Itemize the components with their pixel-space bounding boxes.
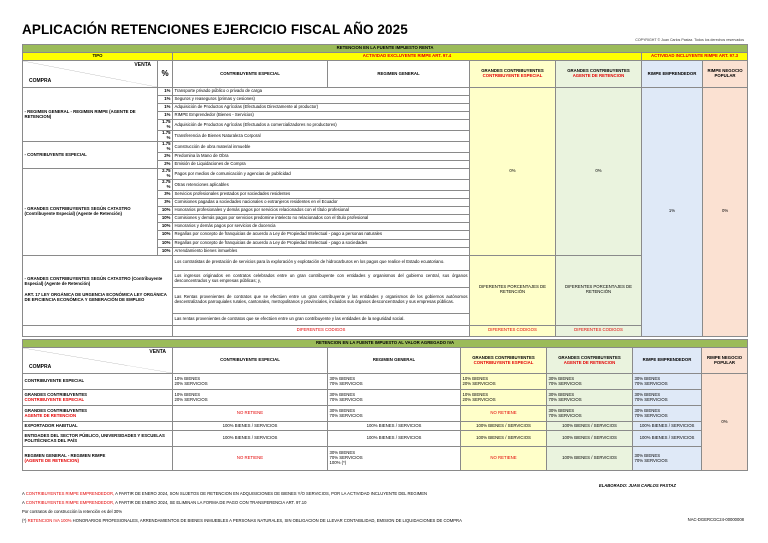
iva-cell-line: 30% BIENES <box>548 391 575 397</box>
renta-row-description: Transferencia de Bienes Naturaleza Corporal <box>173 131 470 142</box>
iva-cell-line: 20% SERVICIOS <box>174 396 208 402</box>
renta-row-description: Comisiones pagadas a sociedades nacionales o extranjeros residentes en el Ecuador <box>173 199 470 207</box>
incluyente-header: ACTIVIDAD INCLUYENTE RIMPE ART. 97.3 <box>642 53 748 61</box>
iva-cell-re <box>633 374 702 390</box>
renta-codes-blank <box>23 325 173 336</box>
renta-row-percent: 1% <box>158 104 173 112</box>
iva-cell-line: 100% BIENES / SERVICIOS <box>562 455 617 461</box>
footnote-prefix: A <box>22 491 26 496</box>
iva-cell-line: 30% BIENES <box>634 407 661 413</box>
renta-gc-ar-porcentajes: DIFERENTES PORCENTAJES DE RETENCIÓN <box>556 255 642 325</box>
iva-cell-gc2 <box>547 390 633 406</box>
iva-cell-re <box>633 422 702 431</box>
renta-row-percent: 2% <box>158 161 173 169</box>
col-regimen-general: REGIMEN GENERAL <box>328 61 470 88</box>
renta-negocio-popular-value: 0% <box>703 88 748 337</box>
renta-row-percent: 2.75 % <box>158 180 173 191</box>
iva-cell-gc1 <box>461 406 547 422</box>
iva-row-label-text: REGIMEN GENERAL - REGIMEN RIMPE <box>24 452 106 458</box>
iva-col-grandes-contrib-ce <box>461 348 547 374</box>
renta-row-percent: 1.75 % <box>158 142 173 153</box>
renta-gc-ar-value: 0% <box>556 88 642 256</box>
footnote-line <box>22 500 306 505</box>
iva-cell-line: 100% BIENES / SERVICIOS <box>562 435 617 441</box>
renta-row-description: Regalías por concepto de franquicias de acuerdo a Ley de Propiedad Intelectual - pago a personas naturales <box>173 231 470 239</box>
footnote-prefix: A <box>22 500 26 505</box>
footnote-line <box>22 509 122 514</box>
excluyente-header: ACTIVIDAD EXCLUYENTE RIMPE ART. 97.4 <box>173 53 642 61</box>
venta-label: VENTA <box>134 62 151 68</box>
renta-row-description: Honorarios profesionales y demás pagos por servicios relacionados con el título profesional <box>173 207 470 215</box>
iva-row-label-text: GRANDES CONTRIBUYENTES <box>24 407 88 413</box>
iva-cell-ce <box>173 431 328 447</box>
iva-cell-re <box>633 447 702 471</box>
iva-cell-line: 10% BIENES <box>174 375 201 381</box>
iva-row <box>23 447 748 471</box>
venta-compra-header <box>23 61 158 88</box>
iva-row-label <box>23 431 173 447</box>
iva-row <box>23 431 748 447</box>
iva-cell-rg <box>328 390 461 406</box>
iva-cell-line: 100% BIENES / SERVICIOS <box>222 435 278 441</box>
renta-gc-ar-codes: DIFERENTES CODIGOS <box>556 325 642 336</box>
iva-cell-gc2 <box>547 431 633 447</box>
renta-row-percent: 1% <box>158 96 173 104</box>
iva-cell-gc1 <box>461 422 547 431</box>
iva-cell-line: 100% BIENES / SERVICIOS <box>639 435 695 441</box>
iva-cell-line: 100% BIENES / SERVICIOS <box>222 422 278 428</box>
iva-cell-line: 30% BIENES <box>548 407 575 413</box>
renta-row-percent: 1% <box>158 112 173 120</box>
col-grandes-contrib-ce <box>470 61 556 88</box>
iva-col-contribuyente-especial: CONTRIBUYENTE ESPECIAL <box>173 348 328 374</box>
col-rimpe-negocio-popular: RIMPE NEGOCIO POPULAR <box>703 61 748 88</box>
renta-row-percent: 10% <box>158 223 173 231</box>
footnote-text: A PARTIR DE ENERO 2024, SE ELIMINAN LA FORMA DE PAGO CON TRANSFERENCIA ART. 97.10 <box>114 500 307 505</box>
footnote-line <box>22 491 427 496</box>
iva-cell-re <box>633 390 702 406</box>
renta-row-percent: 1.75 % <box>158 120 173 131</box>
footnote-prefix: (*) <box>22 518 28 523</box>
iva-cell-line: 100% (*) <box>329 459 347 465</box>
iva-cell-ce <box>173 374 328 390</box>
iva-negocio-popular-value: 0% <box>702 374 748 471</box>
iva-cell-rg <box>328 374 461 390</box>
renta-lower-left-label <box>23 255 173 325</box>
renta-row-description: Comisiones y demás pagos por servicios predomine intelecto no relacionados con el título profesional <box>173 215 470 223</box>
renta-lower-description: Los contratistas de prestación de servicios para la exploración y explotación de hidrocarburos en los pagos que realice el Estado ecuatoriano. <box>173 255 470 270</box>
renta-row-description: Arrendamiento bienes inmuebles <box>173 247 470 255</box>
iva-cell-line: 100% BIENES / SERVICIOS <box>476 422 531 428</box>
renta-row-description: Seguros y reaseguros (primas y cesiones) <box>173 96 470 104</box>
iva-cell-line: 70% SERVICIOS <box>329 396 363 402</box>
footnote-highlight: RETENCION IVA 100% <box>27 518 72 523</box>
renta-row-percent: 2.75 % <box>158 169 173 180</box>
renta-row-percent: 2% <box>158 153 173 161</box>
iva-cell-line: 100% BIENES / SERVICIOS <box>476 435 531 441</box>
iva-venta-compra-header <box>23 348 173 374</box>
renta-row-description: RIMPE Emprendedor (Bienes - Servicios) <box>173 112 470 120</box>
col-rimpe-emprendedor: RIMPE EMPRENDEDOR <box>642 61 703 88</box>
renta-codes-label: DIFERENTES CODIGOS <box>173 325 470 336</box>
footnote-text: A PARTIR DE ENERO 2024, SON SUJETOS DE RETENCION EN ADQUISICIONES DE BIENES Y/O SERVICIOS, POR LA ACTIVIDAD INCLUYENTE DEL REGIMEN <box>114 491 428 496</box>
iva-banner: RETENCION EN LA FUENTE IMPUESTO AL VALOR AGREGADO IVA <box>23 340 748 348</box>
renta-row-percent: 10% <box>158 247 173 255</box>
renta-group-label: - GRANDES CONTRIBUYENTES SEGÚN CATASTRO (Contribuyente Especial) (Agente de Retención) <box>23 169 158 256</box>
iva-row-label-sub: CONTRIBUYENTE ESPECIAL <box>24 396 85 402</box>
iva-cell-line: 30% BIENES <box>548 375 575 381</box>
iva-cell-gc2 <box>547 447 633 471</box>
iva-cell-ce <box>173 422 328 431</box>
iva-cell-line: NO RETIENE <box>490 410 517 416</box>
iva-cell-line: 70% SERVICIOS <box>329 412 363 418</box>
iva-row-label <box>23 406 173 422</box>
elaborado-por: ELABORADO: JUAN CARLOS PASTAZ <box>598 483 676 488</box>
iva-row-label <box>23 390 173 406</box>
col-gc2-title: GRANDES CONTRIBUYENTES <box>567 68 630 74</box>
renta-row-percent: 1.75 % <box>158 131 173 142</box>
renta-lower-description: Los ingresos originados en contratos celebrados entre un gran contribuyente con entidades y organismos del gobierno central, sus órganos desconcentrados y sus empresas públicas; y, <box>173 270 470 287</box>
iva-col-grandes-contrib-ar <box>547 348 633 374</box>
renta-lower-row <box>23 255 748 270</box>
renta-row <box>23 88 748 96</box>
iva-row-label <box>23 447 173 471</box>
iva-row <box>23 390 748 406</box>
page-title: APLICACIÓN RETENCIONES EJERCICIO FISCAL AÑO 2025 <box>22 22 408 37</box>
col-contribuyente-especial: CONTRIBUYENTE ESPECIAL <box>173 61 328 88</box>
iva-row-label-text: CONTRIBUYENTE ESPECIAL <box>24 378 85 384</box>
renta-lower-description: Las Rentas provenientes de contratos que se efectúen entre un gran contribuyente y las entidades y organismos de los gobiernos autónomos descentralizados parroquiales rurales, cantonales, metropolitanos y provinciales, incluidos sus órganos desconcentrados y sus empresas públicas. <box>173 287 470 313</box>
copyright-note: COPYRIGHT © Juan Carlos Pastaz. Todos los derechos reservados <box>635 38 744 42</box>
iva-col-rimpe-negocio-popular: RIMPE NEGOCIO POPULAR <box>702 348 748 374</box>
footnote-line <box>22 518 462 523</box>
iva-cell-line: 100% BIENES / SERVICIOS <box>639 422 695 428</box>
footnote-highlight: CONTRIBUYENTES RIMPE EMPRENDEDOR, <box>25 491 115 496</box>
iva-cell-line: 30% BIENES <box>634 375 661 381</box>
renta-row-percent: 3% <box>158 190 173 198</box>
col-gc1-sub: CONTRIBUYENTE ESPECIAL <box>482 73 543 78</box>
renta-banner: RETENCION EN LA FUENTE IMPUESTO RENTA <box>23 45 748 53</box>
iva-cell-line: 100% BIENES / SERVICIOS <box>562 422 617 428</box>
renta-lower-description: Las rentas provenientes de contratos que se efectúen entre un gran contribuyente y las entidades de la seguridad social. <box>173 313 470 325</box>
renta-row-description: Honorarios y demás pagos por servicios de docencia <box>173 223 470 231</box>
iva-cell-line: 30% BIENES <box>329 450 356 456</box>
iva-col-gc2-sub: AGENTE DE RETENCION <box>563 359 616 365</box>
iva-cell-re <box>633 406 702 422</box>
renta-lower-left-law: ART. 17 LEY ORGÁNICA DE URGENCIA ECONÓMICA LEY ORGÁNICA DE EFICIENCIA ECONÓMICA Y GENERACIÓN DE EMPLEO <box>24 292 167 303</box>
iva-cell-gc2 <box>547 422 633 431</box>
renta-row-description: Regalías por concepto de franquicias de acuerdo a Ley de Propiedad Intelectual - pago a sociedades <box>173 239 470 247</box>
iva-cell-line: 30% BIENES <box>329 407 356 413</box>
iva-cell-ce <box>173 390 328 406</box>
iva-cell-rg <box>328 406 461 422</box>
iva-row <box>23 374 748 390</box>
renta-gc-ce-porcentajes: DIFERENTES PORCENTAJES DE RETENCIÓN <box>470 255 556 325</box>
iva-row-label-sub: (AGENTE DE RETENCION) <box>24 457 79 463</box>
renta-row-description: Predomina la Mano de Obra <box>173 153 470 161</box>
renta-row-percent: 1% <box>158 88 173 96</box>
tipo-header: TIPO <box>23 53 173 61</box>
renta-codes-row <box>23 325 748 336</box>
iva-col-gc2-title: GRANDES CONTRIBUYENTES <box>558 354 621 360</box>
col-gc2-sub: AGENTE DE RETENCION <box>572 73 625 78</box>
iva-cell-line: 70% SERVICIOS <box>634 412 668 418</box>
iva-cell-line: 20% SERVICIOS <box>174 380 208 386</box>
iva-row-label-sub: AGENTE DE RETENCION <box>24 412 77 418</box>
iva-cell-line: NO RETIENE <box>490 455 517 461</box>
iva-cell-line: 30% BIENES <box>634 391 661 397</box>
iva-col-gc1-title: GRANDES CONTRIBUYENTES <box>472 354 535 360</box>
iva-col-regimen-general: REGIMEN GENERAL <box>328 348 461 374</box>
iva-row-label-text: EXPORTADOR HABITUAL <box>24 422 78 428</box>
iva-cell-line: 30% BIENES <box>329 375 356 381</box>
iva-table <box>22 339 748 471</box>
iva-cell-gc1 <box>461 374 547 390</box>
iva-cell-rg <box>328 431 461 447</box>
iva-cell-gc1 <box>461 431 547 447</box>
iva-row-label <box>23 422 173 431</box>
iva-cell-line: 10% BIENES <box>462 391 489 397</box>
footnote-text: HONORARIOS PROFESIONALES, ARRENDAMIENTOS DE BIENES INMUEBLES A PERSONAS NATURALES, SIN OBLIGACION DE LLEVAR CONTABILIDAD, EMISION DE LIQUIDACIONES DE COMPRA <box>71 518 462 523</box>
renta-row-percent: 3% <box>158 199 173 207</box>
resolution-number: NAC-DGERCGC24-00000008 <box>687 517 744 522</box>
iva-cell-line: 10% BIENES <box>462 375 489 381</box>
iva-cell-line: 100% BIENES / SERVICIOS <box>366 435 422 441</box>
iva-cell-gc1 <box>461 390 547 406</box>
renta-row-percent: 10% <box>158 207 173 215</box>
iva-venta-label: VENTA <box>149 349 166 355</box>
iva-row-label-text: GRANDES CONTRIBUYENTES <box>24 391 88 397</box>
iva-cell-line: 30% BIENES <box>634 452 661 458</box>
iva-cell-line: 70% SERVICIOS <box>329 380 363 386</box>
iva-row <box>23 406 748 422</box>
iva-row-label <box>23 374 173 390</box>
iva-cell-line: 20% SERVICIOS <box>462 396 496 402</box>
col-grandes-contrib-ar <box>556 61 642 88</box>
iva-cell-re <box>633 431 702 447</box>
renta-row-percent: 10% <box>158 215 173 223</box>
iva-cell-line: 10% BIENES <box>174 391 201 397</box>
iva-cell-gc2 <box>547 374 633 390</box>
iva-cell-ce <box>173 447 328 471</box>
iva-cell-gc1 <box>461 447 547 471</box>
renta-gc-ce-codes: DIFERENTES CODIGOS <box>470 325 556 336</box>
renta-row-description: Adquisición de Productos Agrícolas (Efectuados Directamente al productor) <box>173 104 470 112</box>
iva-cell-line: NO RETIENE <box>236 455 264 461</box>
renta-row-description: Otras retenciones aplicables <box>173 180 470 191</box>
iva-cell-line: 70% SERVICIOS <box>548 380 582 386</box>
iva-cell-ce <box>173 406 328 422</box>
iva-cell-line: 70% SERVICIOS <box>548 412 582 418</box>
renta-row-description: Servicios profesionales prestados por sociedades residentes <box>173 190 470 198</box>
iva-col-rimpe-emprendedor: RIMPE EMPRENDEDOR <box>633 348 702 374</box>
iva-cell-line: 70% SERVICIOS <box>634 457 668 463</box>
iva-cell-line: 100% BIENES / SERVICIOS <box>366 422 422 428</box>
renta-row-description: Adquisición de Productos Agrícolas (Efectuados a comercializadores no productores) <box>173 120 470 131</box>
iva-cell-gc2 <box>547 406 633 422</box>
renta-group-label: - REGIMEN GENERAL - REGIMEN RIMPE (AGENTE DE RETENCION) <box>23 88 158 142</box>
renta-row-description: Emisión de Liquidaciones de Compra <box>173 161 470 169</box>
iva-cell-line: 70% SERVICIOS <box>548 396 582 402</box>
iva-cell-line: 70% SERVICIOS <box>634 380 668 386</box>
renta-lower-left-title: - GRANDES CONTRIBUYENTES SEGÚN CATASTRO (Contribuyente Especial) (Agente de Retención) <box>24 276 163 287</box>
col-gc1-title: GRANDES CONTRIBUYENTES <box>481 68 544 74</box>
renta-row-description: Construcción de obra material inmueble <box>173 142 470 153</box>
renta-row-percent: 10% <box>158 231 173 239</box>
renta-gc-ce-value: 0% <box>470 88 556 256</box>
iva-cell-line: 20% SERVICIOS <box>462 380 496 386</box>
iva-cell-line: 70% SERVICIOS <box>634 396 668 402</box>
iva-cell-line: NO RETIENE <box>236 410 264 416</box>
pct-header: % <box>158 61 173 88</box>
iva-cell-line: 70% SERVICIOS <box>329 455 363 461</box>
iva-cell-line: 30% BIENES <box>329 391 356 397</box>
iva-row <box>23 422 748 431</box>
iva-row-label-text: ENTIDADES DEL SECTOR PÚBLICO, UNIVERSIDADES Y ESCUELAS POLITÉCNICAS DEL PAÍS <box>24 432 165 443</box>
renta-rimpe-emprendedor-value: 1% <box>642 88 703 337</box>
iva-cell-rg <box>328 422 461 431</box>
footnote-text: Por contratos de construcción la retención es del 30% <box>22 509 123 514</box>
renta-group-label: - CONTRIBUYENTE ESPECIAL <box>23 142 158 169</box>
compra-label: COMPRA <box>29 78 52 85</box>
renta-row-description: Pagos por medios de comunicación y agencias de publicidad <box>173 169 470 180</box>
renta-row-percent: 10% <box>158 239 173 247</box>
iva-cell-rg <box>328 447 461 471</box>
renta-row-description: Transporte privado público o privado de carga <box>173 88 470 96</box>
footnote-highlight: CONTRIBUYENTES RIMPE EMPRENDEDOR, <box>25 500 115 505</box>
iva-col-gc1-sub: CONTRIBUYENTE ESPECIAL <box>473 359 534 365</box>
iva-compra-label: COMPRA <box>29 364 52 371</box>
renta-table <box>22 44 748 337</box>
